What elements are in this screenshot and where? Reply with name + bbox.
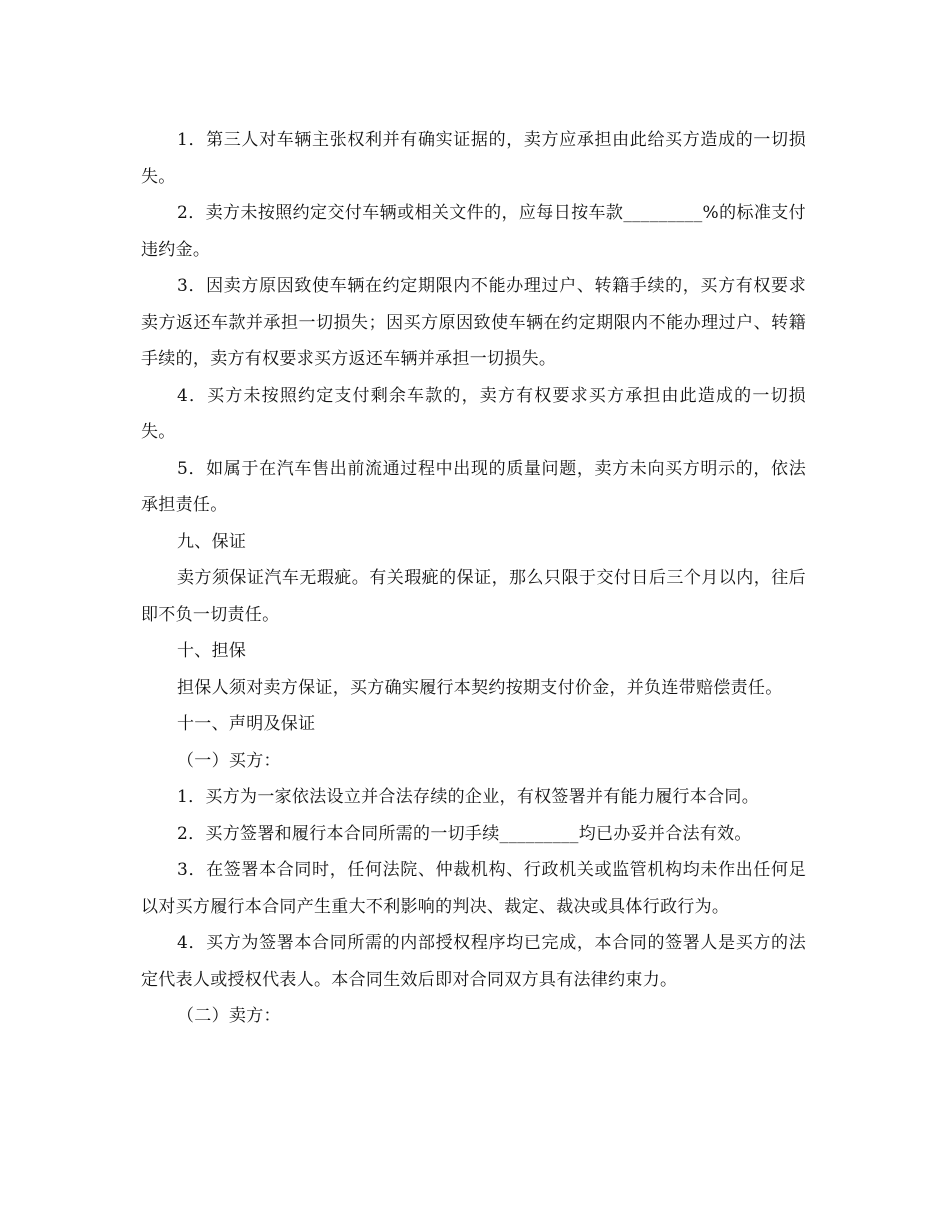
subsection-buyer-heading: （一）买方： xyxy=(177,750,281,771)
buyer-clause-4: 4．买方为签署本合同所需的内部授权程序均已完成，本合同的签署人是买方的法定代表人或授权代表人。本合同生效后即对合同双方具有法律约束力。 xyxy=(141,933,806,990)
clause-4-payment-failure: 4．买方未按照约定支付剩余车款的，卖方有权要求买方承担由此造成的一切损失。 xyxy=(141,385,806,442)
buyer-clause-3: 3．在签署本合同时，任何法院、仲裁机构、行政机关或监管机构均未作出任何足以对买方履行本合同产生重大不利影响的判决、裁定、裁决或具体行政行为。 xyxy=(141,860,806,917)
section-10-heading: 十、担保 xyxy=(177,641,247,661)
clause-1-third-party-claims: 1．第三人对车辆主张权利并有确实证据的，卖方应承担由此给买方造成的一切损失。 xyxy=(141,130,806,187)
subsection-seller-heading: （二）卖方： xyxy=(177,1006,281,1026)
clause-3-transfer-failure: 3．因卖方原因致使车辆在约定期限内不能办理过户、转籍手续的，买方有权要求卖方返还车款并承担一切损失；因买方原因致使车辆在约定期限内不能办理过户、转籍手续的，卖方有权要求买方返还车辆并承担一切损失。 xyxy=(141,276,806,369)
section-11-heading: 十一、声明及保证 xyxy=(177,714,316,734)
section-9-body: 卖方须保证汽车无瑕疵。有关瑕疵的保证，那么只限于交付日后三个月以内，往后即不负一切责任。 xyxy=(141,568,806,625)
clause-5-quality-issue: 5．如属于在汽车售出前流通过程中出现的质量问题，卖方未向买方明示的，依法承担责任。 xyxy=(141,458,806,515)
buyer-clause-1: 1．买方为一家依法设立并合法存续的企业，有权签署并有能力履行本合同。 xyxy=(177,787,760,807)
section-9-heading: 九、保证 xyxy=(177,531,247,552)
document-page xyxy=(141,122,806,1035)
buyer-clause-2: 2．买方签署和履行本合同所需的一切手续_________均已办妥并合法有效。 xyxy=(177,823,752,844)
section-10-body: 担保人须对卖方保证，买方确实履行本契约按期支付价金，并负连带赔偿责任。 xyxy=(177,677,783,698)
clause-2-delivery-penalty: 2．卖方未按照约定交付车辆或相关文件的，应每日按车款_________%的标准支付违约金。 xyxy=(141,203,806,260)
